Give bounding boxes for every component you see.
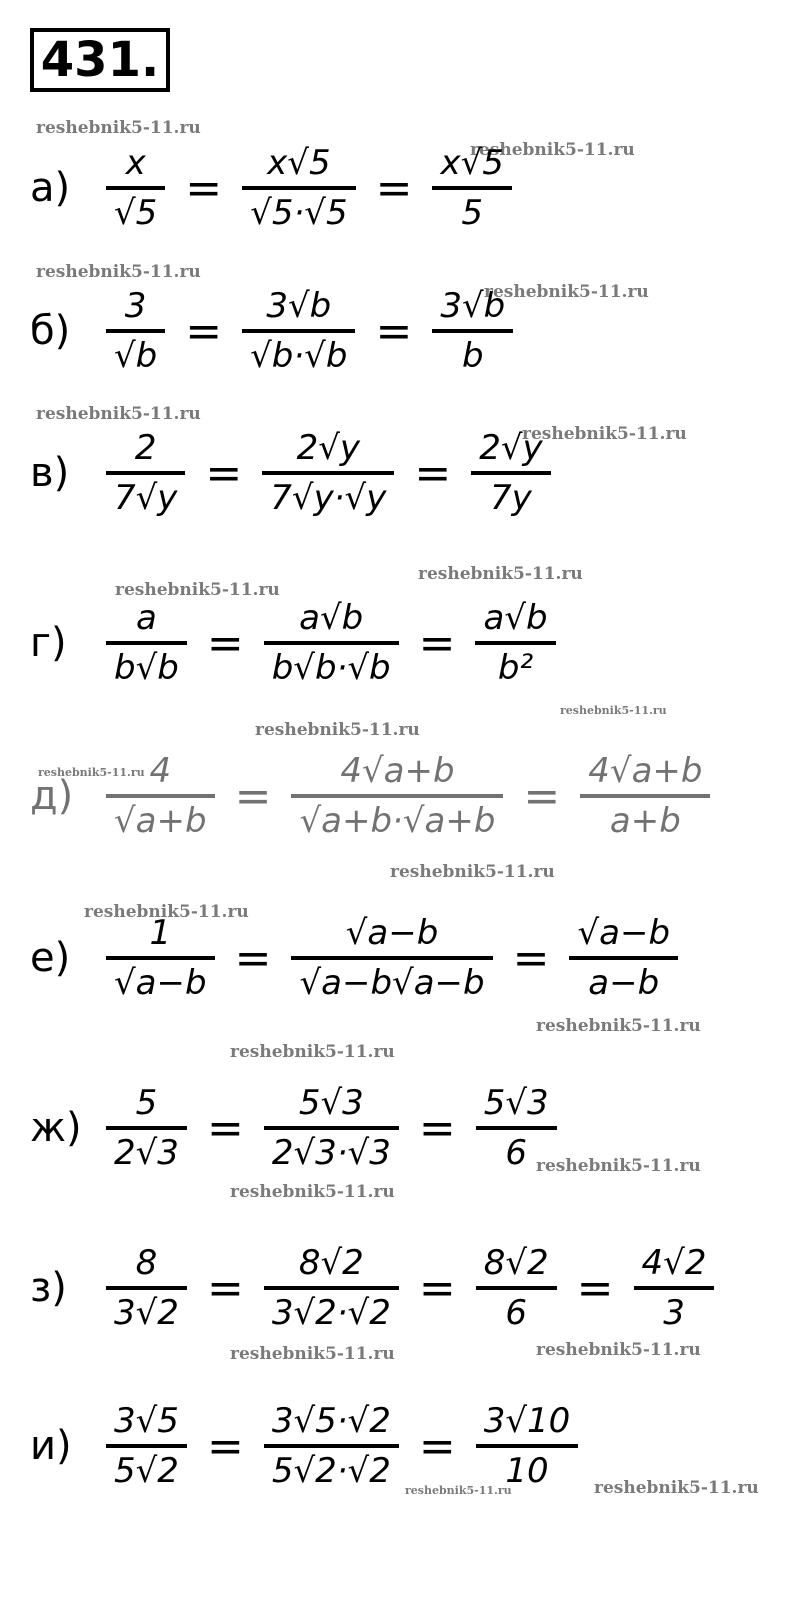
item-label: е) [30, 935, 71, 981]
equals-sign: = [234, 932, 272, 984]
watermark: reshebnik5-11.ru [536, 1156, 701, 1176]
fraction [291, 910, 492, 1006]
watermark: reshebnik5-11.ru [84, 902, 249, 922]
denominator: a+b [609, 801, 681, 841]
numerator: 2 [134, 428, 157, 468]
item-label: и) [30, 1423, 72, 1469]
fraction [432, 140, 511, 236]
numerator: 3√b [266, 286, 332, 326]
numerator: a√b [299, 598, 364, 638]
numerator: a [136, 598, 157, 638]
denominator: 7√y [114, 478, 178, 518]
numerator: 2√y [296, 428, 361, 468]
watermark: reshebnik5-11.ru [36, 262, 201, 282]
item-label: б) [30, 308, 71, 354]
denominator: 7√y·√y [270, 478, 387, 518]
numerator: 5√3 [483, 1083, 549, 1123]
denominator: a−b [588, 963, 660, 1003]
equation-row [30, 595, 562, 691]
equals-sign: = [418, 1102, 456, 1154]
watermark: reshebnik5-11.ru [418, 564, 583, 584]
watermark: reshebnik5-11.ru [38, 766, 145, 779]
numerator: 5√3 [298, 1083, 364, 1123]
denominator: 3 [663, 1293, 685, 1333]
item-label: з) [30, 1265, 67, 1311]
fraction [569, 910, 678, 1006]
fraction [432, 283, 513, 379]
numerator: 8√2 [298, 1243, 364, 1283]
numerator: x√5 [267, 143, 331, 183]
item-label: в) [30, 450, 70, 496]
fraction [106, 748, 215, 844]
equals-sign: = [185, 305, 223, 357]
watermark: reshebnik5-11.ru [230, 1042, 395, 1062]
numerator: 3√5·√2 [271, 1401, 391, 1441]
fraction [264, 595, 399, 691]
numerator: 4√a+b [588, 751, 703, 791]
numerator: 2√y [479, 428, 543, 468]
equation-row [30, 910, 684, 1006]
equals-sign: = [206, 1262, 244, 1314]
numerator: 3√10 [483, 1401, 571, 1441]
denominator: √5 [114, 193, 158, 233]
fraction [476, 1080, 557, 1176]
numerator: 4 [149, 751, 172, 791]
equals-sign: = [418, 1262, 456, 1314]
fraction [106, 1240, 187, 1336]
watermark: reshebnik5-11.ru [484, 282, 649, 302]
item-label: а) [30, 165, 71, 211]
denominator: 6 [505, 1133, 528, 1173]
denominator: √5·√5 [250, 193, 348, 233]
item-label: д) [30, 773, 74, 819]
watermark: reshebnik5-11.ru [390, 862, 555, 882]
fraction [476, 1398, 579, 1494]
equals-sign: = [523, 770, 561, 822]
equation-row [30, 1080, 563, 1176]
numerator: 3√5 [114, 1401, 179, 1441]
equals-sign: = [375, 305, 413, 357]
numerator: √a−b [345, 913, 439, 953]
numerator: 4√2 [641, 1243, 707, 1283]
watermark: reshebnik5-11.ru [255, 720, 420, 740]
watermark: reshebnik5-11.ru [536, 1016, 701, 1036]
denominator: b√b [114, 648, 179, 688]
fraction [264, 1080, 399, 1176]
fraction [471, 425, 550, 521]
numerator: 1 [149, 913, 172, 953]
equation-row [30, 748, 716, 844]
equals-sign: = [375, 162, 413, 214]
denominator: 10 [505, 1451, 549, 1491]
equation-row [30, 1398, 584, 1494]
denominator: 2√3·√3 [271, 1133, 391, 1173]
denominator: √b [114, 336, 158, 376]
fraction [106, 910, 215, 1006]
fraction [264, 1240, 399, 1336]
watermark: reshebnik5-11.ru [522, 424, 687, 444]
fraction [264, 1398, 399, 1494]
numerator: a√b [483, 598, 548, 638]
fraction [242, 140, 355, 236]
equals-sign: = [206, 1420, 244, 1472]
equation-row [30, 140, 518, 236]
numerator: x√5 [440, 143, 504, 183]
watermark: reshebnik5-11.ru [230, 1344, 395, 1364]
denominator: √b·√b [250, 336, 348, 376]
numerator: x [125, 143, 146, 183]
denominator: √a+b·√a+b [299, 801, 496, 841]
equals-sign: = [414, 447, 452, 499]
equation-row [30, 283, 519, 379]
equals-sign: = [576, 1262, 614, 1314]
watermark: reshebnik5-11.ru [560, 704, 667, 717]
watermark: reshebnik5-11.ru [594, 1478, 759, 1498]
equals-sign: = [206, 617, 244, 669]
fraction [580, 748, 710, 844]
denominator: 2√3 [114, 1133, 179, 1173]
equation-row [30, 1240, 720, 1336]
watermark: reshebnik5-11.ru [36, 118, 201, 138]
watermark: reshebnik5-11.ru [405, 1484, 512, 1497]
equals-sign: = [206, 1102, 244, 1154]
numerator: 5 [135, 1083, 158, 1123]
numerator: 3√b [440, 286, 506, 326]
fraction [106, 425, 185, 521]
fraction [106, 1080, 187, 1176]
denominator: 7y [490, 478, 532, 518]
fraction [634, 1240, 715, 1336]
fraction [476, 1240, 557, 1336]
watermark: reshebnik5-11.ru [536, 1340, 701, 1360]
denominator: 3√2·√2 [271, 1293, 391, 1333]
equals-sign: = [205, 447, 243, 499]
equals-sign: = [418, 1420, 456, 1472]
fraction [106, 140, 165, 236]
numerator: 3 [124, 286, 147, 326]
fraction [262, 425, 394, 521]
denominator: b² [497, 648, 534, 688]
numerator: √a−b [577, 913, 671, 953]
denominator: 5 [461, 193, 483, 233]
problem-number: 431. [30, 28, 170, 92]
fraction [242, 283, 355, 379]
fraction [291, 748, 503, 844]
denominator: 5√2 [114, 1451, 179, 1491]
denominator: 3√2 [114, 1293, 179, 1333]
denominator: b√b·√b [271, 648, 391, 688]
watermark: reshebnik5-11.ru [36, 404, 201, 424]
denominator: 5√2·√2 [271, 1451, 391, 1491]
equation-row [30, 425, 557, 521]
denominator: b [461, 336, 484, 376]
equals-sign: = [234, 770, 272, 822]
denominator: √a+b [114, 801, 207, 841]
denominator: √a−b [114, 963, 207, 1003]
numerator: 8√2 [483, 1243, 549, 1283]
fraction [106, 595, 187, 691]
watermark: reshebnik5-11.ru [115, 580, 280, 600]
denominator: √a−b√a−b [299, 963, 485, 1003]
numerator: 8 [135, 1243, 158, 1283]
watermark: reshebnik5-11.ru [470, 140, 635, 160]
numerator: 4√a+b [340, 751, 455, 791]
equals-sign: = [185, 162, 223, 214]
equals-sign: = [512, 932, 550, 984]
fraction [475, 595, 555, 691]
denominator: 6 [505, 1293, 528, 1333]
fraction [106, 1398, 187, 1494]
item-label: г) [30, 620, 67, 666]
equals-sign: = [418, 617, 456, 669]
fraction [106, 283, 165, 379]
watermark: reshebnik5-11.ru [230, 1182, 395, 1202]
item-label: ж) [30, 1105, 82, 1151]
